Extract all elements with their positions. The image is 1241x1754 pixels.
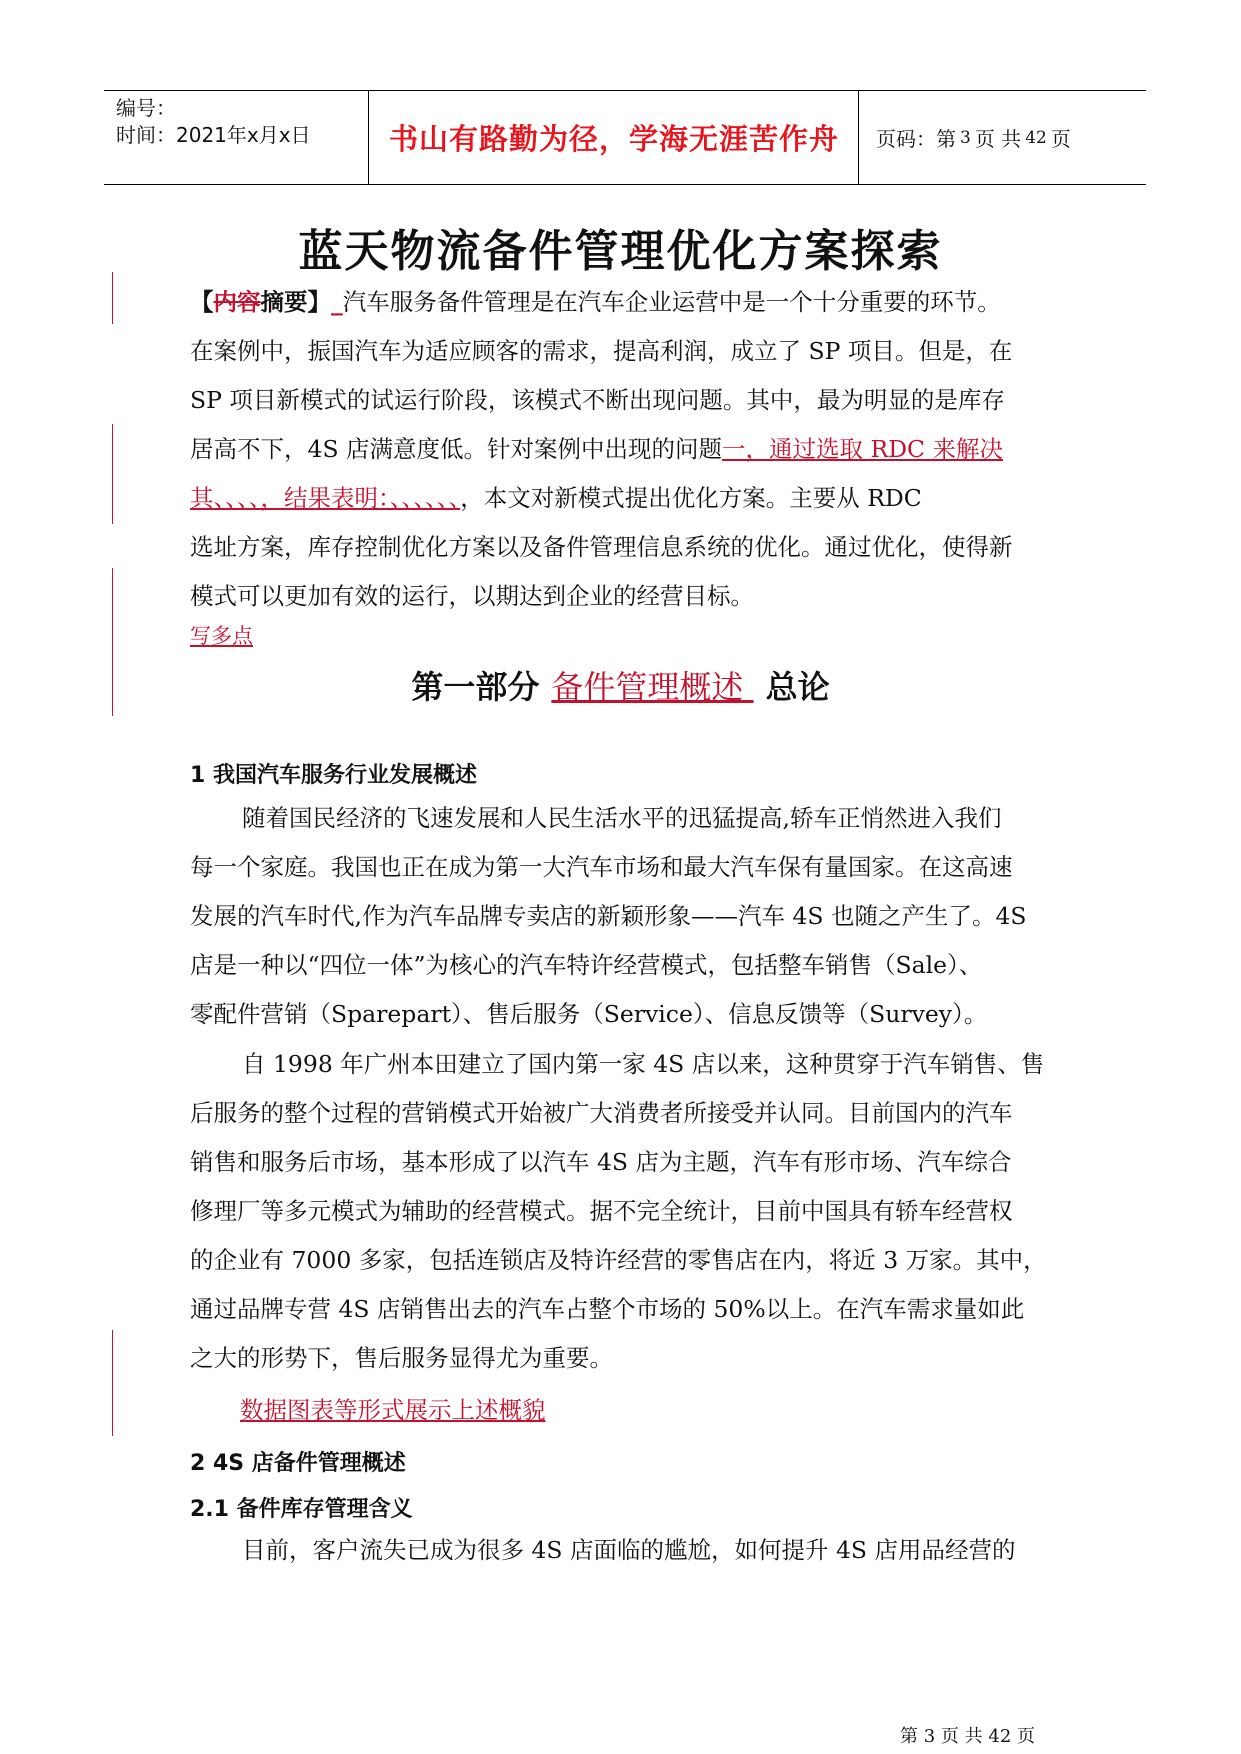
page-footer [900,1722,1035,1748]
document-header [104,90,1146,185]
header-divider [368,91,369,184]
heading-2-1: 2.1 备件库存管理含义 [190,1497,413,1522]
document-title: 蓝天物流备件管理优化方案探索 [298,226,943,277]
abstract-line [190,425,1060,474]
number-label: 编号： [116,96,176,120]
paragraph-1 [190,794,1060,1039]
footer-suffix: 页 [1017,1726,1036,1747]
paragraph-line: 的企业有 7000 多家，包括连锁店及特许经营的零售店在内，将近 3 万家。其中， [190,1246,1047,1274]
paragraph-line: 销售和服务后市场，基本形成了以汽车 4S 店为主题，汽车有形市场、汽车综合 [190,1148,1012,1176]
paragraph-line: 修理厂等多元模式为辅助的经营模式。据不完全统计，目前中国具有轿车经营权 [190,1197,1013,1225]
abstract-label: 摘要 [260,288,308,316]
paragraph-line: 随着国民经济的飞速发展和人民生活水平的迅猛提高,轿车正悄然进入我们 [242,804,1002,832]
section-title-left: 第一部分 [411,668,540,706]
section-title-inserted: 备件管理概述 [551,668,754,706]
header-motto: 书山有路勤为径，学海无涯苦作舟 [388,122,839,156]
abstract-text: ，本文对新模式提出优化方案。主要从 RDC [460,484,922,512]
paragraph-line: 每一个家庭。我国也正在成为第一大汽车市场和最大汽车保有量国家。在这高速 [190,853,1013,881]
header-divider [858,91,859,184]
header-page-number [876,91,1071,184]
paragraph-line: 目前，客户流失已成为很多 4S 店面临的尴尬，如何提升 4S 店用品经营的 [242,1536,1016,1564]
paragraph-3 [190,1526,1060,1575]
paragraph-line: 之大的形势下，售后服务显得尤为重要。 [190,1344,613,1372]
abstract-line [190,474,1060,523]
header-meta [116,95,366,149]
inserted-text: 一，通过选取 RDC 来解决 [722,435,1003,463]
abstract-bracket: 【 [190,288,214,316]
page-suffix: 页 [1050,127,1071,151]
paragraph-line: 自 1998 年广州本田建立了国内第一家 4S 店以来，这种贯穿于汽车销售、售 [242,1050,1045,1078]
revision-bar [112,272,113,324]
footer-prefix: 第 [900,1726,918,1747]
footer-mid: 页 共 [940,1726,983,1747]
abstract-line [190,278,1060,327]
paragraph-2 [190,1040,1060,1383]
abstract-bracket: 】 [307,288,331,316]
paragraph-line: 发展的汽车时代,作为汽车品牌专卖店的新颖形象——汽车 4S 也随之产生了。4S [190,902,1027,930]
inserted-text: 其、、、、，结果表明：、、、、、、 [190,484,461,512]
time-label: 时间：2021年x月x日 [116,123,311,147]
abstract-line: 在案例中，振国汽车为适应顾客的需求，提高利润，成立了 SP 项目。但是，在 [190,337,1013,365]
revision-bar [112,424,113,524]
revision-comment: 数据图表等形式展示上述概貌 [240,1396,546,1424]
paragraph-line: 通过品牌专营 4S 店销售出去的汽车占整个市场的 50%以上。在汽车需求量如此 [190,1295,1025,1323]
abstract-text: 居高不下，4S 店满意度低。针对案例中出现的问题 [190,435,723,463]
revision-bar [112,1330,113,1436]
footer-current: 3 [923,1726,936,1747]
page-current: 3 [960,127,971,148]
page-mid: 页 共 [974,127,1022,151]
footer-total: 42 [988,1726,1012,1747]
insert-marker: _ [331,288,343,316]
section-title [0,662,1241,708]
page-prefix: 页码：第 [876,127,956,151]
deleted-text: 内容 [213,288,261,316]
paragraph-line: 零配件营销（Sparepart）、售后服务（Service）、信息反馈等（Survey）。 [190,1000,988,1028]
heading-1: 1 我国汽车服务行业发展概述 [190,763,477,788]
revision-comment: 写多点 [190,624,253,648]
page-total: 42 [1025,127,1047,148]
section-title-right: 总论 [765,668,830,706]
paragraph-line: 店是一种以“四位一体”为核心的汽车特许经营模式，包括整车销售（Sale）、 [190,951,983,979]
paragraph-line: 后服务的整个过程的营销模式开始被广大消费者所接受并认同。目前国内的汽车 [190,1099,1013,1127]
heading-2: 2 4S 店备件管理概述 [190,1451,406,1476]
abstract [190,278,1060,651]
abstract-line: 选址方案，库存控制优化方案以及备件管理信息系统的优化。通过优化，使得新 [190,533,1013,561]
abstract-line: 模式可以更加有效的运行，以期达到企业的经营目标。 [190,582,754,610]
abstract-line: SP 项目新模式的试运行阶段，该模式不断出现问题。其中，最为明显的是库存 [190,386,1005,414]
abstract-text: 汽车服务备件管理是在汽车企业运营中是一个十分重要的环节。 [342,288,1001,316]
